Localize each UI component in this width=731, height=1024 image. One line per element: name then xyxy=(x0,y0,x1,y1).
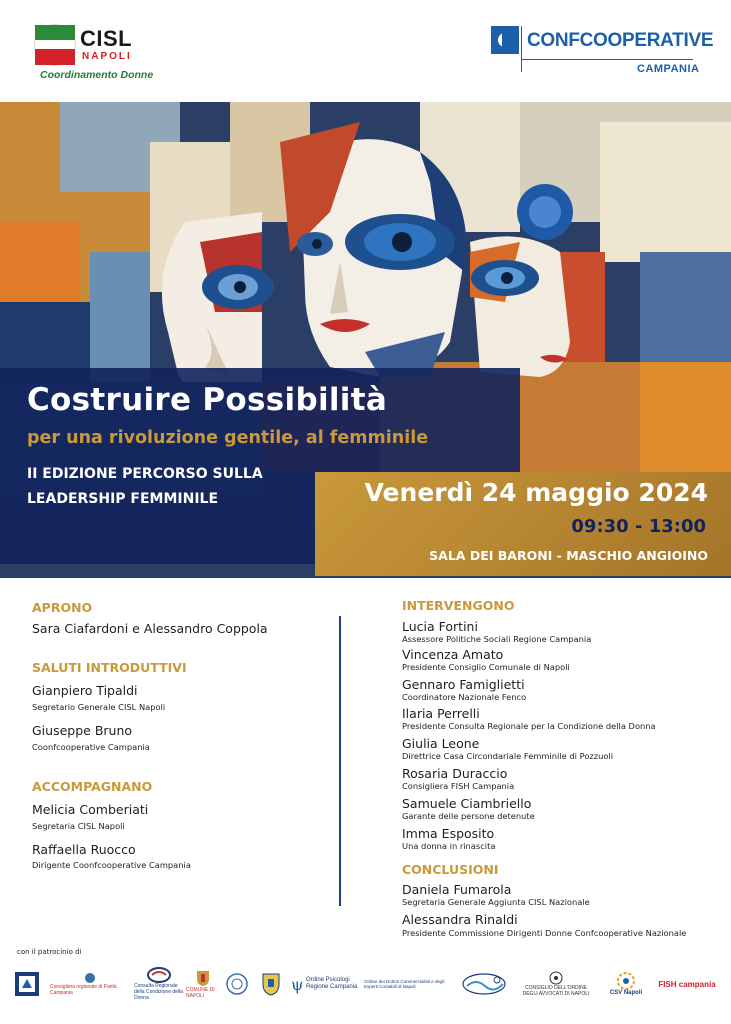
cisl-emblem-icon xyxy=(34,24,76,66)
speaker-name: Melicia Comberiati xyxy=(32,802,149,817)
column-divider xyxy=(339,616,341,906)
event-time: 09:30 - 13:00 xyxy=(571,516,706,537)
onu-icon xyxy=(224,966,250,1002)
speaker-role: Segretaria CISL Napoli xyxy=(32,821,125,831)
event-edition xyxy=(27,462,327,512)
speaker-name: Imma Esposito xyxy=(402,826,495,841)
speaker-role: Direttrice Casa Circondariale Femminile di Pozzuoli xyxy=(402,751,614,761)
patron-text: FISH campania xyxy=(658,979,716,989)
patronage-label: con il patrocinio di xyxy=(17,948,82,956)
fish-campania-icon xyxy=(656,966,718,1002)
comune-napoli-icon xyxy=(186,966,220,1002)
regione-campania-icon xyxy=(12,966,42,1002)
speaker-role: Assessore Politiche Sociali Regione Campania xyxy=(402,634,592,644)
patron-text: COMUNE DI NAPOLI xyxy=(186,987,215,999)
speaker-name: Ilaria Perrelli xyxy=(402,706,480,721)
patron-text: Ordine Psicologi Regione Campania xyxy=(306,977,358,990)
wave-icon xyxy=(460,966,508,1002)
speaker-name: Gennaro Famiglietti xyxy=(402,677,525,692)
crest-icon xyxy=(256,966,286,1002)
saluti-heading: SALUTI INTRODUTTIVI xyxy=(32,660,187,675)
speaker-role: Segretaria Generale Aggiunta CISL Nazionale xyxy=(402,897,590,907)
speaker-role: Una donna in rinascita xyxy=(402,841,496,851)
patron-text: Consigliera regionale di Parità Campania xyxy=(50,984,117,996)
speaker-name: Vincenza Amato xyxy=(402,647,504,662)
speaker-role: Presidente Commissione Dirigenti Donne Confcooperative Nazionale xyxy=(402,928,687,938)
intervengono-heading: INTERVENGONO xyxy=(402,598,515,613)
speaker-name: Giuseppe Bruno xyxy=(32,723,133,738)
speaker-name: Giulia Leone xyxy=(402,736,480,751)
cisl-tagline: Coordinamento Donne xyxy=(40,69,154,81)
speaker-role: Garante delle persone detenute xyxy=(402,811,535,821)
conclusioni-heading: CONCLUSIONI xyxy=(402,862,499,877)
edition-line-1: II EDIZIONE PERCORSO SULLA xyxy=(27,466,263,482)
speaker-name: Rosaria Duraccio xyxy=(402,766,508,781)
speaker-name: Samuele Ciambriello xyxy=(402,796,532,811)
speaker-name: Raffaella Ruocco xyxy=(32,842,136,857)
patron-text: CONSIGLIO DELL'ORDINE DEGLI AVVOCATI DI NAPOLI xyxy=(522,985,590,997)
edition-line-2: LEADERSHIP FEMMINILE xyxy=(27,491,219,507)
aprono-heading: APRONO xyxy=(32,600,93,615)
cisl-city: NAPOLI xyxy=(82,51,132,62)
speaker-role: Presidente Consiglio Comunale di Napoli xyxy=(402,662,570,672)
svg-text:ψ: ψ xyxy=(291,975,304,994)
patron-text: Ordine dei Dottori Commercialisti e degli Esperti Contabili di Napoli xyxy=(364,978,445,989)
speaker-name: Lucia Fortini xyxy=(402,619,478,634)
consigliera-parita-icon xyxy=(50,966,130,1002)
speaker-role: Coordinatore Nazionale Fenco xyxy=(402,692,527,702)
csv-napoli-icon xyxy=(604,966,648,1002)
aprono-names: Sara Ciafardoni e Alessandro Coppola xyxy=(32,621,268,636)
event-title: Costruire Possibilità xyxy=(27,382,388,418)
consiglio-avvocati-icon xyxy=(518,966,594,1002)
speaker-name: Daniela Fumarola xyxy=(402,882,512,897)
event-venue: SALA DEI BARONI - MASCHIO ANGIOINO xyxy=(429,548,708,563)
ordine-commercialisti-icon xyxy=(364,966,456,1002)
consulta-regionale-icon xyxy=(134,966,184,1002)
speaker-name: Alessandra Rinaldi xyxy=(402,912,518,927)
event-date: Venerdì 24 maggio 2024 xyxy=(364,478,708,507)
confcooperative-logo xyxy=(491,26,714,80)
speaker-role: Presidente Consulta Regionale per la Condizione della Donna xyxy=(402,721,656,731)
ordine-psicologi-icon xyxy=(290,966,358,1002)
confcooperative-emblem-icon xyxy=(491,26,519,54)
accompagnano-heading: ACCOMPAGNANO xyxy=(32,779,153,794)
speaker-role: Consigliera FISH Campania xyxy=(402,781,515,791)
confcooperative-region: CAMPANIA xyxy=(637,63,700,75)
patron-text: Consulta Regionale della Condizione della Donna xyxy=(134,983,183,1001)
cisl-name: CISL xyxy=(80,26,133,51)
speaker-role: Coonfcooperative Campania xyxy=(32,742,150,752)
confcooperative-name: CONFCOOPERATIVE xyxy=(527,30,714,51)
event-subtitle: per una rivoluzione gentile, al femminile xyxy=(27,428,429,448)
speaker-role: Segretario Generale CISL Napoli xyxy=(32,702,166,712)
speaker-role: Dirigente Coonfcooperative Campania xyxy=(32,860,191,870)
cisl-napoli-logo xyxy=(34,22,164,84)
speaker-name: Gianpiero Tipaldi xyxy=(32,683,138,698)
patron-text: CSV Napoli xyxy=(609,990,643,996)
